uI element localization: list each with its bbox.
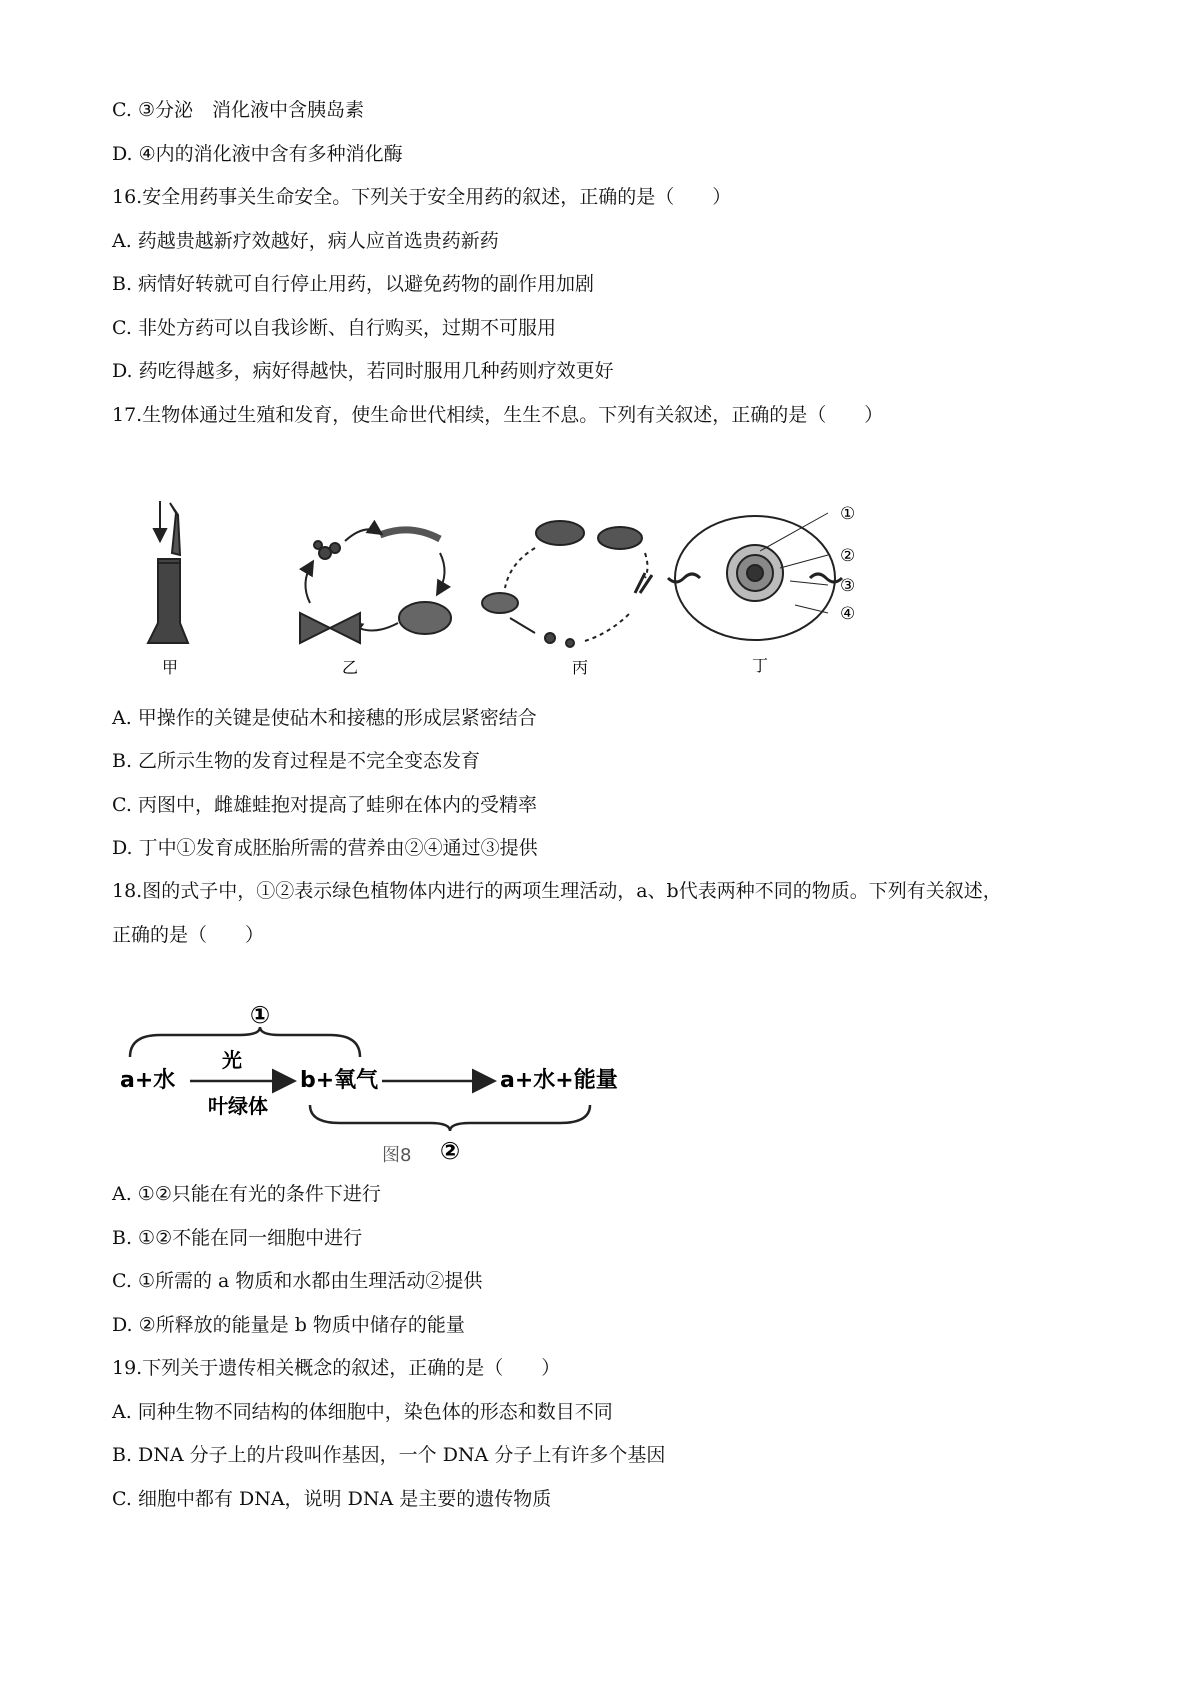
q17-option-c: C. 丙图中，雌雄蛙抱对提高了蛙卵在体内的受精率	[112, 794, 537, 816]
products-right: a+水+能量	[500, 1068, 618, 1093]
q16-option-b: B. 病情好转就可自行停止用药，以避免药物的副作用加剧	[112, 273, 595, 295]
process-1-mark: ①	[249, 1001, 271, 1029]
figure-label-bing: 丙	[571, 658, 589, 677]
q19-stem: 19.下列关于遗传相关概念的叙述，正确的是（ ）	[112, 1357, 561, 1379]
q18-stem-line2: 正确的是（ ）	[112, 924, 265, 946]
q18-option-d: D. ②所释放的能量是 b 物质中储存的能量	[112, 1314, 465, 1336]
q19-option-a: A. 同种生物不同结构的体细胞中，染色体的形态和数目不同	[112, 1401, 613, 1423]
q17-stem: 17.生物体通过生殖和发育，使生命世代相续，生生不息。下列有关叙述，正确的是（ ）	[112, 404, 884, 426]
q17-option-a: A. 甲操作的关键是使砧木和接穗的形成层紧密结合	[112, 707, 537, 729]
reactants-left: a+水	[120, 1068, 176, 1093]
q18-option-b: B. ①②不能在同一细胞中进行	[112, 1227, 363, 1249]
figure-caption: 图8	[382, 1145, 412, 1165]
q16-option-a: A. 药越贵越新疗效越好，病人应首选贵药新药	[112, 230, 499, 252]
q18-stem-line1: 18.图的式子中，①②表示绿色植物体内进行的两项生理活动，a、b代表两种不同的物质。下列有关叙述，	[112, 880, 1002, 902]
egg-label-2: ②	[840, 546, 856, 566]
q15-option-c: C. ③分泌 消化液中含胰岛素	[112, 99, 364, 121]
figure-label-jia: 甲	[161, 658, 179, 677]
frog-cycle-illustration	[482, 521, 652, 647]
egg-label-3: ③	[840, 576, 856, 596]
q18-option-c: C. ①所需的 a 物质和水都由生理活动②提供	[112, 1270, 483, 1292]
q15-option-d: D. ④内的消化液中含有多种消化酶	[112, 143, 403, 165]
q16-stem: 16.安全用药事关生命安全。下列关于安全用药的叙述，正确的是（ ）	[112, 186, 732, 208]
q17-option-b: B. 乙所示生物的发育过程是不完全变态发育	[112, 750, 481, 772]
process-2-mark: ②	[439, 1137, 461, 1165]
q19-option-c: C. 细胞中都有 DNA，说明 DNA 是主要的遗传物质	[112, 1488, 552, 1510]
q17-figure	[140, 493, 950, 683]
process-1-brace	[130, 1027, 360, 1057]
figure-label-ding: 丁	[751, 656, 769, 675]
bird-egg-illustration	[668, 513, 842, 640]
grafting-illustration	[148, 501, 188, 643]
arrow-label-chloroplast: 叶绿体	[208, 1094, 268, 1118]
products-middle: b+氧气	[300, 1068, 379, 1093]
silkworm-cycle-illustration	[300, 529, 451, 643]
q19-option-b: B. DNA 分子上的片段叫作基因，一个 DNA 分子上有许多个基因	[112, 1444, 666, 1466]
egg-label-4: ④	[840, 604, 856, 624]
q16-option-c: C. 非处方药可以自我诊断、自行购买，过期不可服用	[112, 317, 556, 339]
process-2-brace	[310, 1105, 590, 1131]
q17-option-d: D. 丁中①发育成胚胎所需的营养由②④通过③提供	[112, 837, 538, 859]
figure-label-yi: 乙	[341, 658, 359, 677]
arrow-label-light: 光	[222, 1048, 242, 1072]
egg-label-1: ①	[840, 504, 856, 524]
q18-option-a: A. ①②只能在有光的条件下进行	[112, 1183, 381, 1205]
q16-option-d: D. 药吃得越多，病好得越快，若同时服用几种药则疗效更好	[112, 360, 614, 382]
q18-figure	[120, 995, 650, 1165]
